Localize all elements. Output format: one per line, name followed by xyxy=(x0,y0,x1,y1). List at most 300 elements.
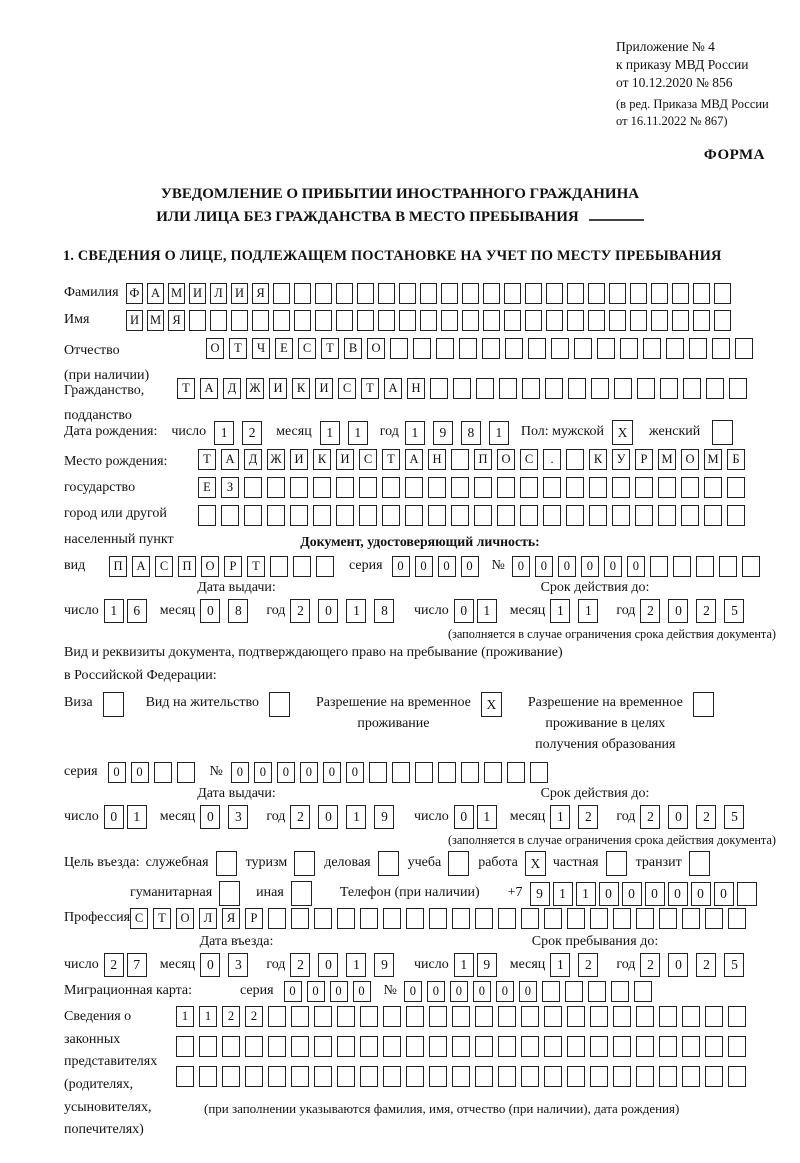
char-cell[interactable]: А xyxy=(147,283,164,304)
char-cell[interactable] xyxy=(314,908,332,929)
char-cell[interactable] xyxy=(383,1066,401,1087)
char-cell[interactable] xyxy=(189,310,206,331)
char-cell[interactable]: 2 xyxy=(640,953,660,977)
char-cell[interactable]: 0 xyxy=(691,882,711,906)
char-cell[interactable] xyxy=(567,1036,585,1057)
char-cell[interactable] xyxy=(484,762,502,783)
char-cell[interactable]: 8 xyxy=(461,421,481,445)
char-cell[interactable] xyxy=(566,449,584,470)
char-cell[interactable] xyxy=(530,762,548,783)
char-cell[interactable]: С xyxy=(298,338,316,359)
char-cell[interactable]: Т xyxy=(247,556,265,577)
char-cell[interactable] xyxy=(630,310,647,331)
char-cell[interactable]: 0 xyxy=(535,556,553,577)
char-cell[interactable]: 0 xyxy=(346,762,364,783)
char-cell[interactable] xyxy=(273,310,290,331)
char-cell[interactable] xyxy=(451,505,469,526)
char-cell[interactable]: Т xyxy=(361,378,379,399)
char-cell[interactable]: 0 xyxy=(254,762,272,783)
char-cell[interactable] xyxy=(429,1066,447,1087)
char-cell[interactable] xyxy=(382,477,400,498)
char-cell[interactable]: М xyxy=(704,449,722,470)
char-cell[interactable] xyxy=(337,1066,355,1087)
char-cell[interactable] xyxy=(291,908,309,929)
char-cell[interactable]: Е xyxy=(198,477,216,498)
char-cell[interactable]: 0 xyxy=(627,556,645,577)
char-cell[interactable] xyxy=(544,1006,562,1027)
char-cell[interactable]: 8 xyxy=(374,599,394,623)
char-cell[interactable] xyxy=(406,1066,424,1087)
char-cell[interactable] xyxy=(705,1066,723,1087)
char-cell[interactable] xyxy=(441,310,458,331)
char-cell[interactable] xyxy=(453,378,471,399)
char-cell[interactable] xyxy=(336,477,354,498)
char-cell[interactable]: 0 xyxy=(277,762,295,783)
char-cell[interactable] xyxy=(399,310,416,331)
char-cell[interactable]: 9 xyxy=(374,953,394,977)
char-cell[interactable] xyxy=(452,1066,470,1087)
char-cell[interactable]: 0 xyxy=(415,556,433,577)
char-cell[interactable]: Р xyxy=(245,908,263,929)
char-cell[interactable]: 7 xyxy=(127,953,147,977)
char-cell[interactable] xyxy=(176,1036,194,1057)
char-cell[interactable]: 0 xyxy=(330,981,348,1002)
char-cell[interactable] xyxy=(383,1036,401,1057)
char-cell[interactable] xyxy=(497,477,515,498)
char-cell[interactable] xyxy=(293,556,311,577)
char-cell[interactable]: 0 xyxy=(427,981,445,1002)
char-cell[interactable] xyxy=(590,1006,608,1027)
char-cell[interactable] xyxy=(428,477,446,498)
char-cell[interactable] xyxy=(658,505,676,526)
char-cell[interactable]: 2 xyxy=(290,953,310,977)
char-cell[interactable]: 9 xyxy=(433,421,453,445)
char-cell[interactable] xyxy=(313,505,331,526)
char-cell[interactable] xyxy=(634,981,652,1002)
char-cell[interactable] xyxy=(611,981,629,1002)
char-cell[interactable] xyxy=(316,556,334,577)
char-cell[interactable] xyxy=(693,692,714,717)
char-cell[interactable] xyxy=(267,477,285,498)
char-cell[interactable] xyxy=(543,477,561,498)
char-cell[interactable] xyxy=(682,1006,700,1027)
char-cell[interactable] xyxy=(420,283,437,304)
char-cell[interactable] xyxy=(544,1066,562,1087)
char-cell[interactable] xyxy=(268,1036,286,1057)
char-cell[interactable] xyxy=(452,1006,470,1027)
char-cell[interactable] xyxy=(704,505,722,526)
char-cell[interactable] xyxy=(222,1066,240,1087)
char-cell[interactable]: 1 xyxy=(214,421,234,445)
char-cell[interactable] xyxy=(483,310,500,331)
char-cell[interactable] xyxy=(528,338,546,359)
char-cell[interactable] xyxy=(566,505,584,526)
char-cell[interactable]: Н xyxy=(407,378,425,399)
char-cell[interactable]: И xyxy=(269,378,287,399)
char-cell[interactable] xyxy=(567,1006,585,1027)
char-cell[interactable]: 0 xyxy=(581,556,599,577)
char-cell[interactable]: X xyxy=(612,420,633,445)
char-cell[interactable] xyxy=(735,338,753,359)
char-cell[interactable] xyxy=(666,338,684,359)
char-cell[interactable] xyxy=(448,851,469,876)
char-cell[interactable] xyxy=(499,378,517,399)
char-cell[interactable]: З xyxy=(221,477,239,498)
char-cell[interactable] xyxy=(429,1006,447,1027)
char-cell[interactable] xyxy=(244,505,262,526)
char-cell[interactable]: X xyxy=(525,851,546,876)
char-cell[interactable] xyxy=(199,1036,217,1057)
char-cell[interactable] xyxy=(521,1066,539,1087)
char-cell[interactable] xyxy=(681,505,699,526)
char-cell[interactable] xyxy=(483,283,500,304)
char-cell[interactable] xyxy=(176,1066,194,1087)
char-cell[interactable]: Т xyxy=(382,449,400,470)
char-cell[interactable]: 0 xyxy=(307,981,325,1002)
char-cell[interactable]: 1 xyxy=(348,421,368,445)
char-cell[interactable] xyxy=(357,283,374,304)
char-cell[interactable] xyxy=(337,1006,355,1027)
char-cell[interactable] xyxy=(588,981,606,1002)
char-cell[interactable]: 1 xyxy=(405,421,425,445)
char-cell[interactable]: П xyxy=(109,556,127,577)
char-cell[interactable]: А xyxy=(405,449,423,470)
char-cell[interactable] xyxy=(451,449,469,470)
char-cell[interactable]: О xyxy=(176,908,194,929)
char-cell[interactable] xyxy=(314,1006,332,1027)
char-cell[interactable]: Р xyxy=(635,449,653,470)
char-cell[interactable]: Я xyxy=(252,283,269,304)
char-cell[interactable] xyxy=(635,477,653,498)
char-cell[interactable]: 0 xyxy=(131,762,149,783)
char-cell[interactable]: 5 xyxy=(724,599,744,623)
char-cell[interactable]: 2 xyxy=(245,1006,263,1027)
char-cell[interactable]: 0 xyxy=(353,981,371,1002)
char-cell[interactable] xyxy=(521,1036,539,1057)
char-cell[interactable] xyxy=(273,283,290,304)
char-cell[interactable] xyxy=(614,378,632,399)
char-cell[interactable]: Ж xyxy=(267,449,285,470)
char-cell[interactable]: М xyxy=(147,310,164,331)
char-cell[interactable] xyxy=(405,477,423,498)
char-cell[interactable]: И xyxy=(315,378,333,399)
char-cell[interactable] xyxy=(438,762,456,783)
char-cell[interactable]: 0 xyxy=(392,556,410,577)
char-cell[interactable] xyxy=(636,1066,654,1087)
char-cell[interactable] xyxy=(359,505,377,526)
char-cell[interactable]: Н xyxy=(428,449,446,470)
char-cell[interactable] xyxy=(290,477,308,498)
char-cell[interactable]: 1 xyxy=(553,882,573,906)
char-cell[interactable] xyxy=(588,310,605,331)
char-cell[interactable]: 2 xyxy=(222,1006,240,1027)
char-cell[interactable] xyxy=(606,851,627,876)
char-cell[interactable] xyxy=(693,310,710,331)
char-cell[interactable] xyxy=(399,283,416,304)
char-cell[interactable] xyxy=(565,981,583,1002)
char-cell[interactable] xyxy=(520,505,538,526)
char-cell[interactable] xyxy=(613,908,631,929)
char-cell[interactable] xyxy=(383,1006,401,1027)
char-cell[interactable]: 0 xyxy=(512,556,530,577)
char-cell[interactable] xyxy=(630,283,647,304)
char-cell[interactable]: 0 xyxy=(323,762,341,783)
char-cell[interactable]: И xyxy=(290,449,308,470)
char-cell[interactable] xyxy=(612,505,630,526)
char-cell[interactable]: 9 xyxy=(530,882,550,906)
char-cell[interactable]: 0 xyxy=(318,953,338,977)
char-cell[interactable]: 6 xyxy=(127,599,147,623)
char-cell[interactable] xyxy=(672,283,689,304)
char-cell[interactable] xyxy=(705,908,723,929)
char-cell[interactable]: Т xyxy=(229,338,247,359)
char-cell[interactable] xyxy=(198,505,216,526)
char-cell[interactable]: 2 xyxy=(640,805,660,829)
char-cell[interactable]: Т xyxy=(177,378,195,399)
char-cell[interactable] xyxy=(728,1036,746,1057)
char-cell[interactable] xyxy=(520,477,538,498)
char-cell[interactable] xyxy=(476,378,494,399)
char-cell[interactable] xyxy=(682,908,700,929)
char-cell[interactable] xyxy=(461,762,479,783)
char-cell[interactable]: 2 xyxy=(696,599,716,623)
char-cell[interactable] xyxy=(597,338,615,359)
char-cell[interactable]: 9 xyxy=(374,805,394,829)
char-cell[interactable] xyxy=(682,1036,700,1057)
char-cell[interactable] xyxy=(405,505,423,526)
char-cell[interactable] xyxy=(474,477,492,498)
char-cell[interactable] xyxy=(609,310,626,331)
char-cell[interactable] xyxy=(651,283,668,304)
char-cell[interactable] xyxy=(177,762,195,783)
char-cell[interactable]: И xyxy=(336,449,354,470)
char-cell[interactable]: Р xyxy=(224,556,242,577)
char-cell[interactable]: А xyxy=(384,378,402,399)
char-cell[interactable]: 0 xyxy=(668,953,688,977)
char-cell[interactable] xyxy=(406,908,424,929)
char-cell[interactable] xyxy=(574,338,592,359)
char-cell[interactable]: 0 xyxy=(668,882,688,906)
char-cell[interactable]: 0 xyxy=(473,981,491,1002)
char-cell[interactable] xyxy=(507,762,525,783)
char-cell[interactable] xyxy=(742,556,760,577)
char-cell[interactable] xyxy=(544,908,562,929)
char-cell[interactable] xyxy=(660,378,678,399)
char-cell[interactable] xyxy=(525,283,542,304)
char-cell[interactable]: Е xyxy=(275,338,293,359)
char-cell[interactable]: 0 xyxy=(461,556,479,577)
char-cell[interactable] xyxy=(696,556,714,577)
char-cell[interactable] xyxy=(505,338,523,359)
char-cell[interactable]: А xyxy=(221,449,239,470)
char-cell[interactable] xyxy=(636,1036,654,1057)
char-cell[interactable]: О xyxy=(497,449,515,470)
char-cell[interactable] xyxy=(566,477,584,498)
char-cell[interactable]: Б xyxy=(727,449,745,470)
char-cell[interactable] xyxy=(210,310,227,331)
char-cell[interactable]: 1 xyxy=(346,953,366,977)
char-cell[interactable] xyxy=(504,283,521,304)
char-cell[interactable] xyxy=(222,1036,240,1057)
char-cell[interactable]: 1 xyxy=(550,805,570,829)
char-cell[interactable]: Ф xyxy=(126,283,143,304)
char-cell[interactable] xyxy=(294,283,311,304)
char-cell[interactable] xyxy=(392,762,410,783)
char-cell[interactable] xyxy=(689,338,707,359)
char-cell[interactable]: 0 xyxy=(438,556,456,577)
char-cell[interactable]: 0 xyxy=(104,805,124,829)
char-cell[interactable] xyxy=(590,1066,608,1087)
char-cell[interactable] xyxy=(268,1066,286,1087)
char-cell[interactable]: 0 xyxy=(284,981,302,1002)
char-cell[interactable]: 2 xyxy=(578,805,598,829)
char-cell[interactable] xyxy=(315,283,332,304)
char-cell[interactable] xyxy=(291,1036,309,1057)
char-cell[interactable] xyxy=(336,283,353,304)
char-cell[interactable]: 1 xyxy=(477,599,497,623)
char-cell[interactable]: 5 xyxy=(724,953,744,977)
char-cell[interactable] xyxy=(719,556,737,577)
char-cell[interactable]: 0 xyxy=(200,805,220,829)
char-cell[interactable] xyxy=(613,1066,631,1087)
char-cell[interactable] xyxy=(406,1036,424,1057)
char-cell[interactable]: 0 xyxy=(454,805,474,829)
char-cell[interactable]: Т xyxy=(321,338,339,359)
char-cell[interactable] xyxy=(705,1006,723,1027)
char-cell[interactable] xyxy=(268,908,286,929)
char-cell[interactable] xyxy=(219,881,240,906)
char-cell[interactable] xyxy=(706,378,724,399)
char-cell[interactable]: 0 xyxy=(599,882,619,906)
char-cell[interactable] xyxy=(336,310,353,331)
char-cell[interactable]: 0 xyxy=(454,599,474,623)
char-cell[interactable]: 1 xyxy=(489,421,509,445)
char-cell[interactable]: С xyxy=(338,378,356,399)
char-cell[interactable]: К xyxy=(292,378,310,399)
char-cell[interactable]: 9 xyxy=(477,953,497,977)
char-cell[interactable] xyxy=(291,881,312,906)
char-cell[interactable] xyxy=(567,310,584,331)
char-cell[interactable] xyxy=(497,505,515,526)
char-cell[interactable]: 0 xyxy=(231,762,249,783)
char-cell[interactable] xyxy=(589,505,607,526)
char-cell[interactable]: 0 xyxy=(200,953,220,977)
char-cell[interactable]: 1 xyxy=(477,805,497,829)
char-cell[interactable] xyxy=(525,310,542,331)
char-cell[interactable]: 0 xyxy=(496,981,514,1002)
char-cell[interactable] xyxy=(430,378,448,399)
char-cell[interactable] xyxy=(727,505,745,526)
char-cell[interactable] xyxy=(357,310,374,331)
char-cell[interactable]: А xyxy=(132,556,150,577)
char-cell[interactable] xyxy=(689,851,710,876)
char-cell[interactable]: 3 xyxy=(228,805,248,829)
char-cell[interactable] xyxy=(682,1066,700,1087)
char-cell[interactable] xyxy=(383,908,401,929)
char-cell[interactable] xyxy=(245,1066,263,1087)
char-cell[interactable]: 0 xyxy=(622,882,642,906)
char-cell[interactable]: О xyxy=(367,338,385,359)
char-cell[interactable]: 0 xyxy=(604,556,622,577)
char-cell[interactable]: . xyxy=(543,449,561,470)
char-cell[interactable] xyxy=(216,851,237,876)
char-cell[interactable] xyxy=(643,338,661,359)
char-cell[interactable] xyxy=(154,762,172,783)
char-cell[interactable] xyxy=(567,1066,585,1087)
char-cell[interactable] xyxy=(705,1036,723,1057)
char-cell[interactable]: С xyxy=(130,908,148,929)
char-cell[interactable]: В xyxy=(344,338,362,359)
char-cell[interactable] xyxy=(360,908,378,929)
char-cell[interactable] xyxy=(378,851,399,876)
char-cell[interactable] xyxy=(591,378,609,399)
char-cell[interactable] xyxy=(462,310,479,331)
char-cell[interactable]: 0 xyxy=(200,599,220,623)
char-cell[interactable]: 2 xyxy=(290,599,310,623)
char-cell[interactable] xyxy=(475,908,493,929)
char-cell[interactable]: О xyxy=(201,556,219,577)
char-cell[interactable] xyxy=(415,762,433,783)
char-cell[interactable]: Т xyxy=(198,449,216,470)
char-cell[interactable] xyxy=(103,692,124,717)
char-cell[interactable] xyxy=(620,338,638,359)
char-cell[interactable] xyxy=(712,338,730,359)
char-cell[interactable] xyxy=(294,310,311,331)
char-cell[interactable] xyxy=(290,505,308,526)
char-cell[interactable]: Л xyxy=(210,283,227,304)
char-cell[interactable] xyxy=(268,1006,286,1027)
char-cell[interactable] xyxy=(360,1066,378,1087)
char-cell[interactable] xyxy=(728,1006,746,1027)
char-cell[interactable] xyxy=(568,378,586,399)
char-cell[interactable] xyxy=(452,908,470,929)
char-cell[interactable]: X xyxy=(481,692,502,717)
char-cell[interactable] xyxy=(693,283,710,304)
char-cell[interactable]: П xyxy=(178,556,196,577)
char-cell[interactable] xyxy=(451,477,469,498)
char-cell[interactable]: 2 xyxy=(640,599,660,623)
char-cell[interactable] xyxy=(737,882,757,906)
char-cell[interactable] xyxy=(590,1036,608,1057)
char-cell[interactable] xyxy=(544,1036,562,1057)
char-cell[interactable]: С xyxy=(520,449,538,470)
char-cell[interactable] xyxy=(337,1036,355,1057)
char-cell[interactable] xyxy=(498,1036,516,1057)
char-cell[interactable] xyxy=(546,310,563,331)
char-cell[interactable] xyxy=(637,378,655,399)
char-cell[interactable]: 2 xyxy=(696,953,716,977)
char-cell[interactable]: 1 xyxy=(199,1006,217,1027)
char-cell[interactable]: 1 xyxy=(176,1006,194,1027)
char-cell[interactable] xyxy=(462,283,479,304)
char-cell[interactable] xyxy=(504,310,521,331)
char-cell[interactable] xyxy=(551,338,569,359)
char-cell[interactable] xyxy=(360,1006,378,1027)
char-cell[interactable] xyxy=(474,505,492,526)
char-cell[interactable]: 1 xyxy=(578,599,598,623)
char-cell[interactable]: 0 xyxy=(645,882,665,906)
char-cell[interactable] xyxy=(636,908,654,929)
char-cell[interactable]: 2 xyxy=(578,953,598,977)
char-cell[interactable] xyxy=(420,310,437,331)
char-cell[interactable] xyxy=(567,908,585,929)
char-cell[interactable] xyxy=(337,908,355,929)
char-cell[interactable] xyxy=(390,338,408,359)
char-cell[interactable]: 0 xyxy=(714,882,734,906)
char-cell[interactable] xyxy=(712,420,733,445)
char-cell[interactable] xyxy=(545,378,563,399)
char-cell[interactable] xyxy=(612,477,630,498)
